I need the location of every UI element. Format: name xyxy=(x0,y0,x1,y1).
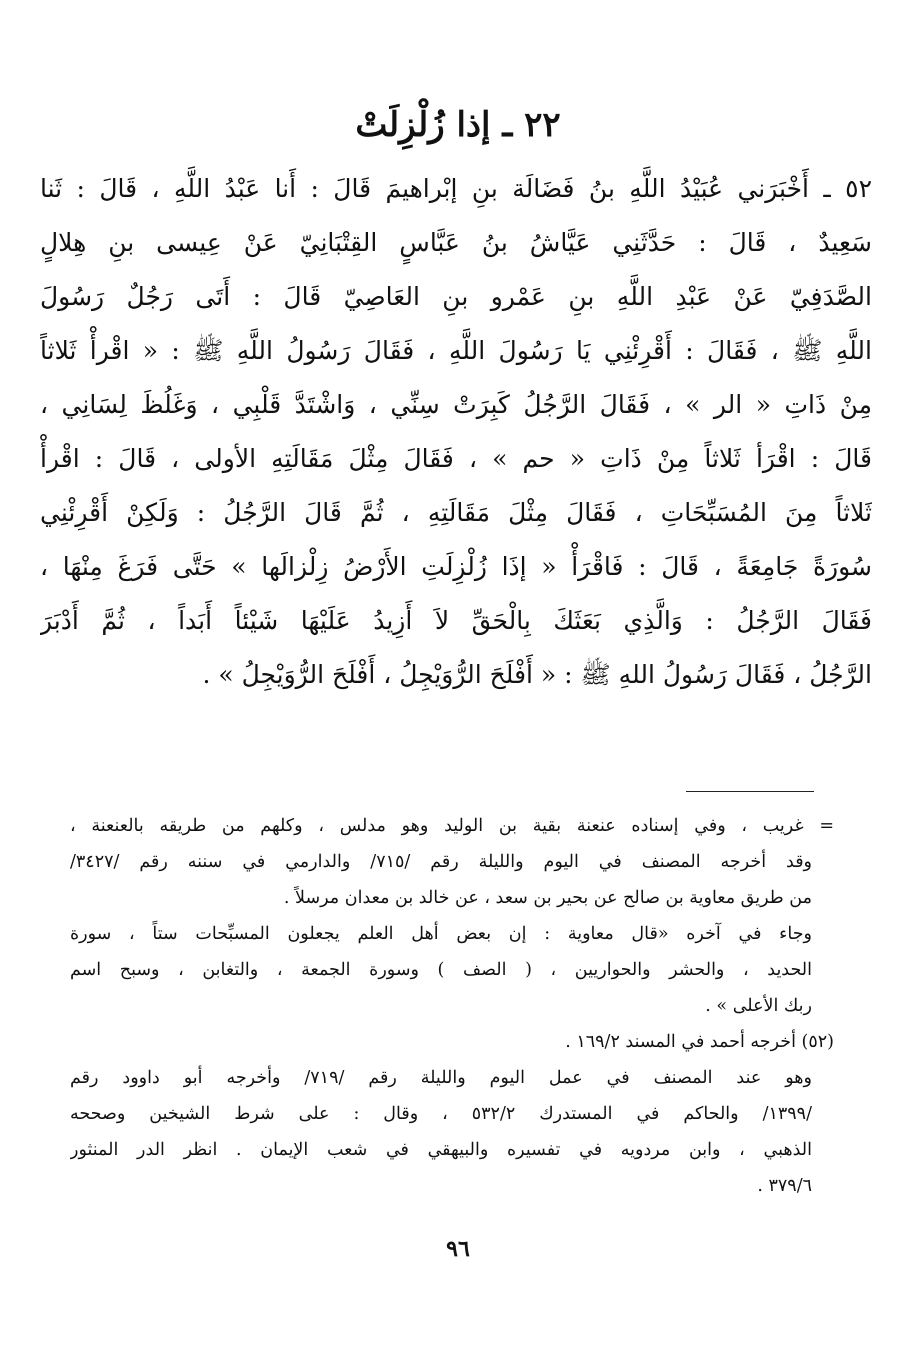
footnotes xyxy=(70,808,834,1204)
footnote-line: وقد أخرجه المصنف في اليوم والليلة رقم /٧١٥/ والدارمي في سننه رقم /٣٤٢٧/ xyxy=(70,852,812,872)
hadith-line: الرَّجُلُ ، فَقَالَ رَسُولُ اللهِ ﷺ : « أَفْلَحَ الرُّوَيْجِلُ ، أَفْلَحَ الرُّوَيْجِلُ » . xyxy=(202,660,872,689)
hadith-line: الصَّدَفِيّ عَنْ عَبْدِ اللَّهِ بنِ عَمْرو بنِ العَاصِيّ قَالَ : أَتَى رَجُلٌ رَسُولَ xyxy=(40,282,872,311)
chapter-title: ٢٢ ـ إذا زُلْزِلَتْ xyxy=(355,105,561,145)
hadith-line: سَعِيدٌ ، قَالَ : حَدَّثَنِي عَيَّاشُ بنُ عَبَّاسٍ القِتْبَانِيّ عَنْ عِيسى بنِ هِلالٍ xyxy=(40,228,872,257)
hadith-line: سُورَةً جَامِعَةً ، قَالَ : فَاقْرَأْ « إذَا زُلْزِلَتِ الأَرْضُ زِلْزالَها » حَتَّى فَرَغَ مِنْهَا ، xyxy=(40,552,872,581)
footnote-line: الحديد ، والحشر والحواريين ، ( الصف ) وسورة الجمعة ، والتغابن ، وسبح اسم xyxy=(70,960,812,980)
footnote-line: (٥٢) أخرجه أحمد في المسند ١٦٩/٢ . xyxy=(565,1032,834,1052)
footnote-line: ٣٧٩/٦ . xyxy=(757,1176,812,1196)
footnote-line: الذهبي ، وابن مردويه في تفسيره والبيهقي في شعب الإيمان . انظر الدر المنثور xyxy=(70,1140,812,1160)
footnote-line: /١٣٩٩/ والحاكم في المستدرك ٥٣٢/٢ ، وقال : على شرط الشيخين وصححه xyxy=(70,1104,812,1124)
footnote-line: وجاء في آخره «قال معاوية : إن بعض أهل العلم يجعلون المسبِّحات ستاً ، سورة xyxy=(70,924,812,944)
footnote-divider xyxy=(686,791,814,792)
footnote-line: = غريب ، وفي إسناده عنعنة بقية بن الوليد وهو مدلس ، وكلهم من طريقه بالعنعنة ، xyxy=(70,816,834,836)
page-number: ٩٦ xyxy=(446,1236,470,1262)
footnote-line: من طريق معاوية بن صالح عن بحير بن سعد ، عن خالد بن معدان مرسلاً . xyxy=(283,888,812,908)
hadith-line: فَقَالَ الرَّجُلُ : وَالَّذِي بَعَثَكَ بِالْحَقِّ لاَ أَزِيدُ عَلَيْهَا شَيْئاً أَبَداً ، ثُمَّ أَدْبَرَ xyxy=(40,606,872,635)
footnote-line: وهو عند المصنف في عمل اليوم والليلة رقم /٧١٩/ وأخرجه أبو داوود رقم xyxy=(70,1068,812,1088)
hadith-line: ٥٢ ـ أَخْبَرَني عُبَيْدُ اللَّهِ بنُ فَضَالَة بنِ إبْراهيمَ قَالَ : أَنا عَبْدُ اللَّهِ ، قَالَ : ثَنا xyxy=(40,174,872,203)
hadith-line: قَالَ : اقْرَأ ثَلاثاً مِنْ ذَاتِ « حم » ، فَقَالَ مِثْلَ مَقَالَتِهِ الأولى ، قَالَ : اقْرأْ xyxy=(40,444,872,473)
hadith-text xyxy=(40,162,872,702)
hadith-line: اللَّهِ ﷺ ، فَقَالَ : أَقْرِئْنِي يَا رَسُولَ اللَّهِ ، فَقَالَ رَسُولُ اللَّهِ ﷺ : « اقْرأْ ثَلاثاً xyxy=(40,336,872,365)
footnote-line: ربك الأعلى » . xyxy=(705,996,812,1016)
hadith-line: ثَلاثاً مِنَ المُسَبِّحَاتِ ، فَقَالَ مِثْلَ مَقَالَتِهِ ، ثُمَّ قَالَ الرَّجُلُ : وَلَكِنْ أَقْرِئْنِي xyxy=(40,498,872,527)
hadith-line: مِنْ ذَاتِ « الر » ، فَقَالَ الرَّجُلُ كَبِرَتْ سِنِّي ، وَاشْتَدَّ قَلْبِي ، وَغَلُظَ لِسَانِي ، xyxy=(40,390,872,419)
